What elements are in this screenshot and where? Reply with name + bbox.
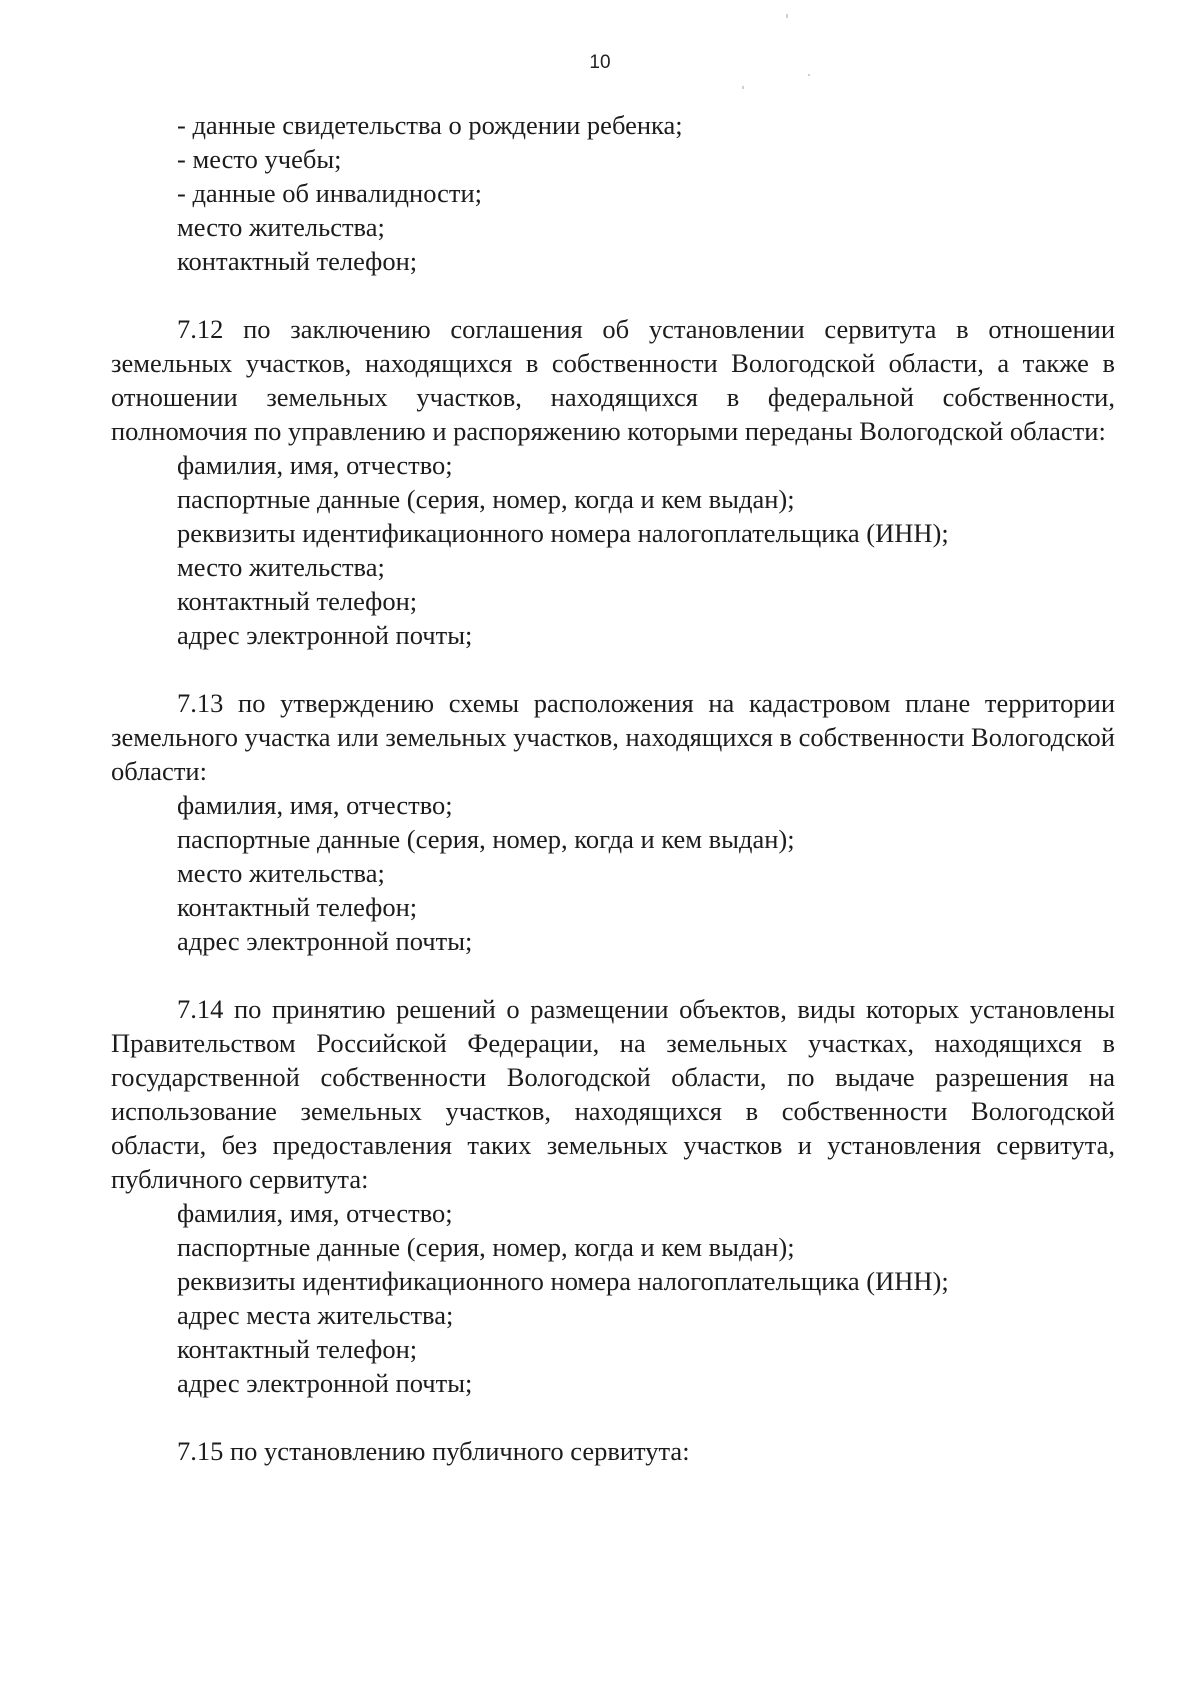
list-item: адрес места жительства; — [177, 1300, 454, 1330]
scan-artifact — [786, 14, 788, 18]
spacer — [111, 1400, 1115, 1434]
list-item: паспортные данные (серия, номер, когда и кем выдан); — [177, 484, 795, 514]
spacer — [111, 278, 1115, 312]
page-number: 10 — [589, 52, 611, 73]
section-7-15 — [111, 1434, 1115, 1468]
section-7-13 — [111, 686, 1115, 958]
scan-artifact — [808, 74, 810, 76]
document-body — [111, 108, 1115, 1468]
spacer — [111, 958, 1115, 992]
list-item: фамилия, имя, отчество; — [177, 790, 453, 820]
list-item: - данные свидетельства о рождении ребенка; — [177, 110, 683, 140]
list-item: контактный телефон; — [177, 1334, 418, 1364]
list-item: место жительства; — [177, 858, 385, 888]
section-7-14 — [111, 992, 1115, 1400]
scan-artifact — [742, 86, 744, 89]
section-paragraph: 7.13 по утверждению схемы расположения на кадастровом плане территории земельного участка или земельных участков, находящихся в собственности Вологодской области: — [111, 688, 1115, 786]
top-list — [111, 108, 1115, 278]
list-item: место жительства; — [177, 212, 385, 242]
list-item: реквизиты идентификационного номера налогоплательщика (ИНН); — [177, 518, 949, 548]
section-7-12 — [111, 312, 1115, 652]
list-item: - место учебы; — [177, 144, 342, 174]
list-item: - данные об инвалидности; — [177, 178, 482, 208]
section-paragraph: 7.14 по принятию решений о размещении объектов, виды которых установлены Правительством Российской Федерации, на земельных участках, находящихся в государственной собственности Вологодской области, по выдаче разрешения на использование земельных участков, находящихся в собственности Вологодской области, без предоставления таких земельных участков и установления сервитута, публичного сервитута: — [111, 994, 1115, 1194]
list-item: контактный телефон; — [177, 246, 418, 276]
list-item: фамилия, имя, отчество; — [177, 1198, 453, 1228]
list-item: паспортные данные (серия, номер, когда и кем выдан); — [177, 1232, 795, 1262]
list-item: фамилия, имя, отчество; — [177, 450, 453, 480]
list-item: адрес электронной почты; — [177, 1368, 473, 1398]
list-item: контактный телефон; — [177, 586, 418, 616]
spacer — [111, 652, 1115, 686]
list-item: реквизиты идентификационного номера налогоплательщика (ИНН); — [177, 1266, 949, 1296]
list-item: контактный телефон; — [177, 892, 418, 922]
list-item: место жительства; — [177, 552, 385, 582]
section-paragraph: 7.12 по заключению соглашения об установлении сервитута в отношении земельных участков, находящихся в собственности Вологодской области, а также в отношении земельных участков, находящихся в федеральной собственности, полномочия по управлению и распоряжению которыми переданы Вологодской области: — [111, 314, 1115, 446]
list-item: адрес электронной почты; — [177, 926, 473, 956]
list-item: паспортные данные (серия, номер, когда и кем выдан); — [177, 824, 795, 854]
section-paragraph: 7.15 по установлению публичного сервитута: — [177, 1436, 690, 1466]
list-item: адрес электронной почты; — [177, 620, 473, 650]
